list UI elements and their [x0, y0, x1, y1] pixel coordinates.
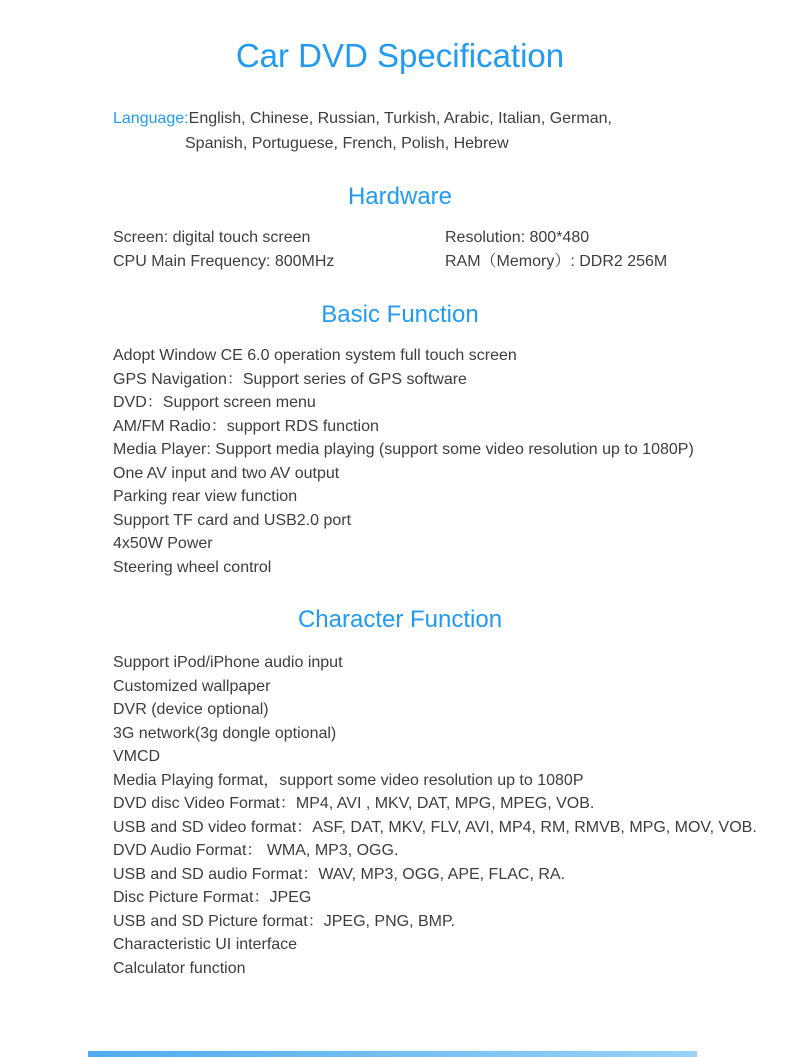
spec-line: USB and SD video format：ASF, DAT, MKV, FLV, AVI, MP4, RM, RMVB, MPG, MOV, VOB. — [113, 818, 757, 836]
hardware-ram: RAM（Memory）: DDR2 256M — [445, 253, 668, 270]
spec-line: Support iPod/iPhone audio input — [113, 654, 343, 671]
language-line-1 — [0, 106, 800, 131]
character-function-list — [0, 651, 800, 980]
spec-line: VMCD — [113, 748, 161, 765]
spec-line: DVD Audio Format： WMA, MP3, OGG. — [113, 842, 399, 859]
language-paragraph — [0, 106, 800, 156]
spec-line: One AV input and two AV output — [113, 464, 340, 482]
spec-line: Disc Picture Format：JPEG — [113, 889, 312, 906]
basic-function-list — [0, 344, 800, 579]
spec-line: Steering wheel control — [113, 558, 272, 576]
spec-line: Adopt Window CE 6.0 operation system full touch screen — [113, 347, 517, 364]
hardware-table — [0, 226, 800, 274]
basic-function-heading: Basic Function — [321, 301, 479, 328]
spec-line: Calculator function — [113, 959, 246, 977]
hardware-screen: Screen: digital touch screen — [113, 229, 311, 246]
spec-line: DVR (device optional) — [113, 701, 269, 718]
spec-line: GPS Navigation：Support series of GPS software — [113, 370, 467, 388]
language-line-2: Spanish, Portuguese, French, Polish, Hebrew — [185, 135, 509, 152]
spec-line: Media Playing format，support some video resolution up to 1080P — [113, 771, 584, 789]
page-title: Car DVD Specification — [235, 37, 565, 74]
spec-line: Support TF card and USB2.0 port — [113, 511, 352, 529]
hardware-row — [113, 226, 800, 250]
hardware-heading: Hardware — [347, 183, 453, 210]
bottom-banner-strip — [88, 1051, 697, 1057]
spec-line: USB and SD Picture format：JPEG, PNG, BMP. — [113, 912, 456, 930]
spec-line: 3G network(3g dongle optional) — [113, 724, 337, 742]
spec-page — [0, 36, 800, 1057]
spec-line: Customized wallpaper — [113, 677, 271, 695]
spec-line: DVD disc Video Format：MP4, AVI , MKV, DAT, MPG, MPEG, VOB. — [113, 795, 595, 812]
spec-line: Characteristic UI interface — [113, 936, 298, 953]
character-function-heading: Character Function — [297, 606, 503, 633]
spec-line: AM/FM Radio：support RDS function — [113, 417, 379, 435]
spec-line: DVD：Support screen menu — [113, 394, 316, 411]
spec-line: 4x50W Power — [113, 535, 213, 552]
spec-line: USB and SD audio Format：WAV, MP3, OGG, APE, FLAC, RA. — [113, 865, 566, 883]
spec-line: Parking rear view function — [113, 488, 298, 505]
hardware-cpu: CPU Main Frequency: 800MHz — [113, 253, 335, 270]
language-list-line1: English, Chinese, Russian, Turkish, Arabic, Italian, German, — [188, 110, 612, 127]
hardware-resolution: Resolution: 800*480 — [445, 229, 590, 246]
spec-line: Media Player: Support media playing (support some video resolution up to 1080P) — [113, 441, 694, 458]
language-label: Language: — [113, 110, 189, 127]
hardware-row — [113, 250, 800, 274]
